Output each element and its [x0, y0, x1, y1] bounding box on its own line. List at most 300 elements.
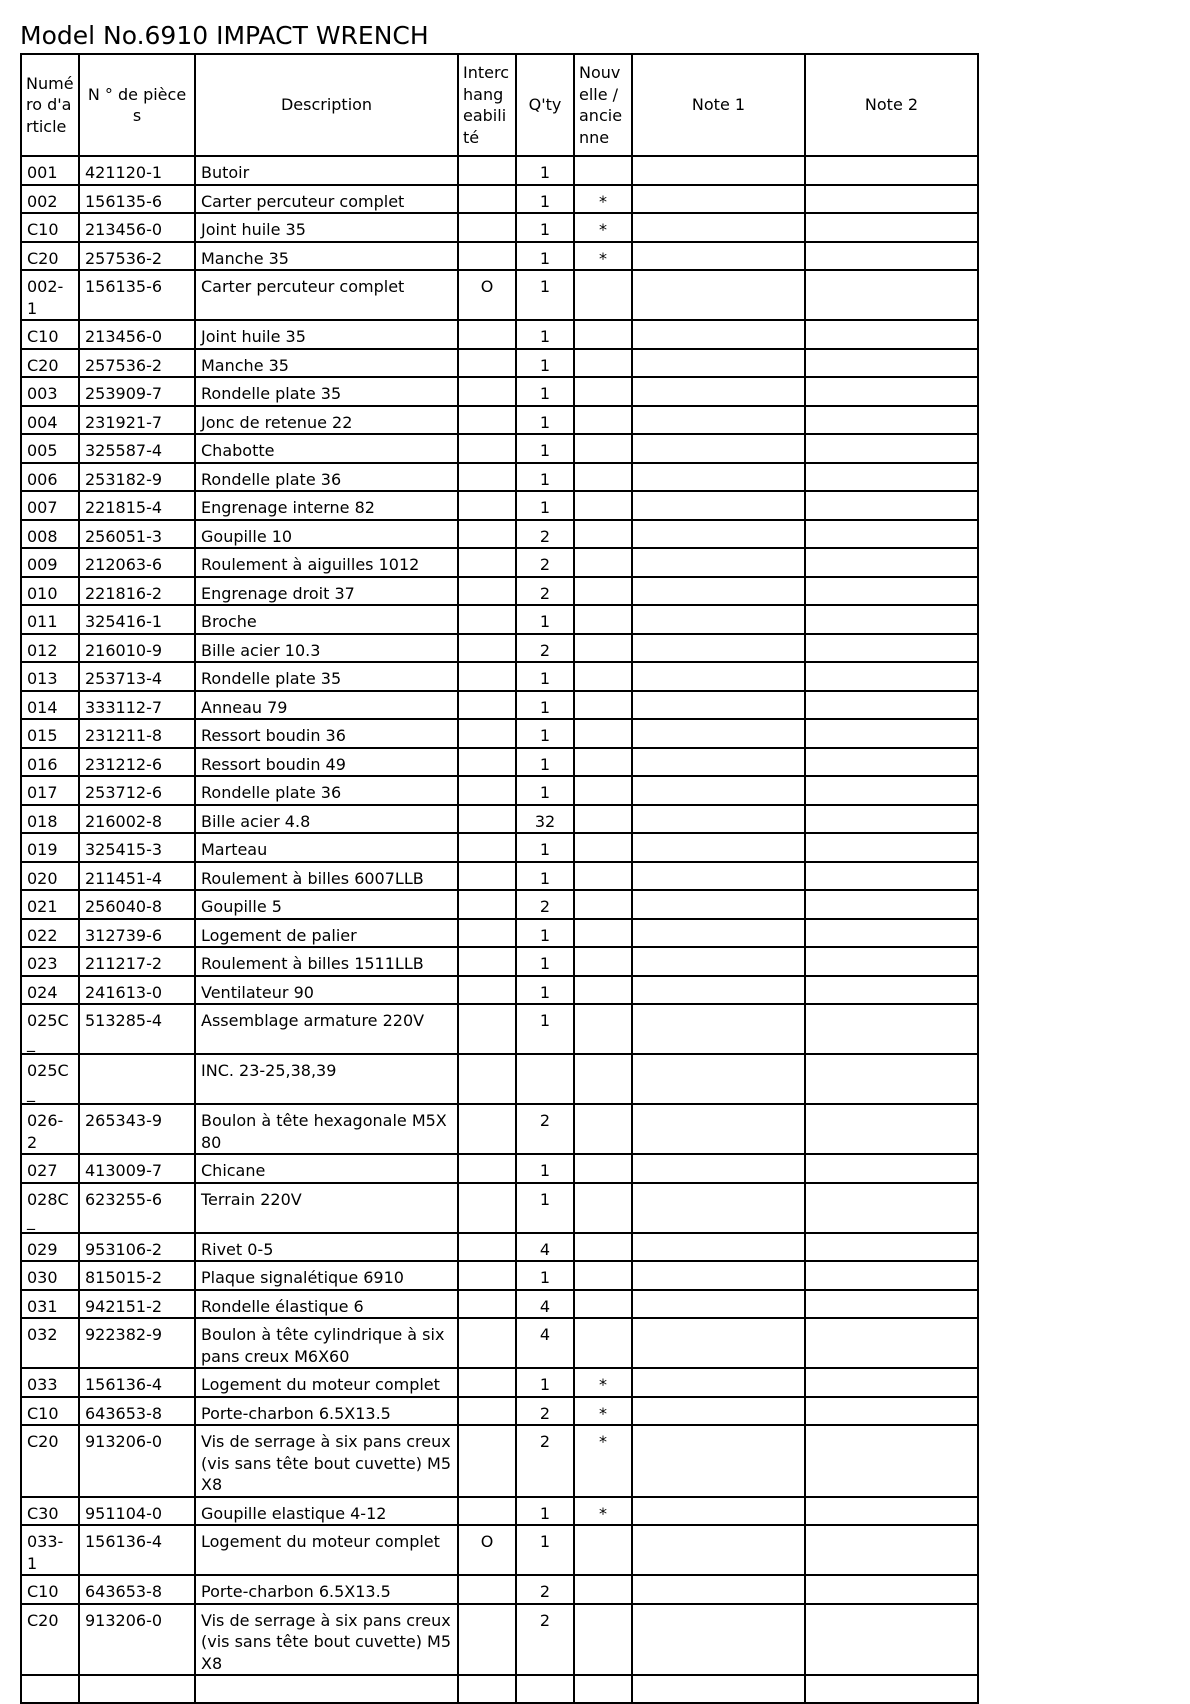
cell-note-2 — [805, 719, 978, 748]
cell-note-1 — [632, 719, 805, 748]
cell-new-old — [574, 1290, 632, 1319]
cell-note-2 — [805, 634, 978, 663]
cell-note-1 — [632, 1425, 805, 1497]
cell-note-2 — [805, 406, 978, 435]
cell-description: Rondelle plate 36 — [195, 776, 458, 805]
cell-note-2 — [805, 463, 978, 492]
cell-quantity — [516, 1675, 574, 1703]
cell-interchangeability — [458, 320, 516, 349]
cell-description: Chicane — [195, 1154, 458, 1183]
cell-part-number: 325415-3 — [79, 833, 195, 862]
cell-note-2 — [805, 947, 978, 976]
cell-part-number: 413009-7 — [79, 1154, 195, 1183]
cell-interchangeability — [458, 862, 516, 891]
cell-part-number: 216002-8 — [79, 805, 195, 834]
cell-description: Rondelle plate 35 — [195, 377, 458, 406]
table-row — [21, 691, 978, 720]
cell-quantity: 1 — [516, 662, 574, 691]
cell-quantity: 1 — [516, 719, 574, 748]
cell-item-number: 015 — [21, 719, 79, 748]
cell-note-1 — [632, 1104, 805, 1154]
table-row — [21, 463, 978, 492]
cell-part-number: 253182-9 — [79, 463, 195, 492]
cell-part-number: 231211-8 — [79, 719, 195, 748]
cell-note-2 — [805, 805, 978, 834]
cell-new-old — [574, 320, 632, 349]
cell-item-number: 010 — [21, 577, 79, 606]
cell-part-number — [79, 1675, 195, 1703]
cell-quantity: 1 — [516, 320, 574, 349]
cell-quantity: 1 — [516, 862, 574, 891]
cell-note-1 — [632, 577, 805, 606]
cell-description: Logement du moteur complet — [195, 1368, 458, 1397]
cell-part-number: 623255-6 — [79, 1183, 195, 1233]
cell-interchangeability — [458, 662, 516, 691]
table-row — [21, 1604, 978, 1676]
cell-new-old — [574, 748, 632, 777]
cell-note-1 — [632, 919, 805, 948]
cell-description: Boulon à tête hexagonale M5X80 — [195, 1104, 458, 1154]
cell-description: Manche 35 — [195, 242, 458, 271]
cell-new-old: * — [574, 242, 632, 271]
cell-new-old — [574, 406, 632, 435]
cell-part-number: 325416-1 — [79, 605, 195, 634]
cell-note-1 — [632, 634, 805, 663]
cell-part-number: 213456-0 — [79, 213, 195, 242]
cell-note-1 — [632, 1675, 805, 1703]
cell-new-old — [574, 947, 632, 976]
table-row — [21, 1290, 978, 1319]
cell-item-number: 024 — [21, 976, 79, 1005]
cell-new-old: * — [574, 1497, 632, 1526]
cell-item-number: 020 — [21, 862, 79, 891]
cell-interchangeability — [458, 976, 516, 1005]
cell-part-number: 333112-7 — [79, 691, 195, 720]
table-row — [21, 662, 978, 691]
cell-interchangeability — [458, 890, 516, 919]
cell-interchangeability — [458, 577, 516, 606]
cell-note-2 — [805, 1183, 978, 1233]
cell-note-2 — [805, 1497, 978, 1526]
cell-new-old — [574, 434, 632, 463]
table-row — [21, 1675, 978, 1703]
header-new-old: Nouvelle / ancienne — [574, 54, 632, 156]
cell-item-number: 021 — [21, 890, 79, 919]
cell-note-2 — [805, 491, 978, 520]
cell-new-old — [574, 833, 632, 862]
cell-item-number: 012 — [21, 634, 79, 663]
cell-note-2 — [805, 377, 978, 406]
cell-note-1 — [632, 1604, 805, 1676]
cell-note-2 — [805, 349, 978, 378]
cell-description: Plaque signalétique 6910 — [195, 1261, 458, 1290]
cell-interchangeability — [458, 1154, 516, 1183]
cell-interchangeability — [458, 349, 516, 378]
cell-part-number: 231921-7 — [79, 406, 195, 435]
cell-quantity: 1 — [516, 919, 574, 948]
cell-new-old — [574, 349, 632, 378]
cell-note-1 — [632, 776, 805, 805]
cell-description: Manche 35 — [195, 349, 458, 378]
cell-note-1 — [632, 156, 805, 185]
table-row — [21, 976, 978, 1005]
cell-item-number: C20 — [21, 1425, 79, 1497]
cell-interchangeability — [458, 1290, 516, 1319]
cell-interchangeability — [458, 520, 516, 549]
cell-note-1 — [632, 377, 805, 406]
cell-note-1 — [632, 1368, 805, 1397]
cell-note-2 — [805, 890, 978, 919]
cell-quantity: 4 — [516, 1318, 574, 1368]
cell-note-2 — [805, 1261, 978, 1290]
cell-interchangeability — [458, 1497, 516, 1526]
cell-interchangeability — [458, 947, 516, 976]
cell-item-number: 027 — [21, 1154, 79, 1183]
cell-item-number: 009 — [21, 548, 79, 577]
cell-interchangeability — [458, 491, 516, 520]
cell-note-2 — [805, 1425, 978, 1497]
cell-note-2 — [805, 691, 978, 720]
cell-interchangeability — [458, 719, 516, 748]
cell-description: Porte-charbon 6.5X13.5 — [195, 1397, 458, 1426]
cell-part-number: 953106-2 — [79, 1233, 195, 1262]
table-row — [21, 1261, 978, 1290]
cell-item-number: 026-2 — [21, 1104, 79, 1154]
cell-part-number: 257536-2 — [79, 242, 195, 271]
cell-item-number: 001 — [21, 156, 79, 185]
cell-new-old — [574, 1104, 632, 1154]
cell-note-1 — [632, 548, 805, 577]
cell-note-2 — [805, 976, 978, 1005]
cell-description: Joint huile 35 — [195, 213, 458, 242]
cell-note-1 — [632, 1261, 805, 1290]
cell-description: Ressort boudin 36 — [195, 719, 458, 748]
cell-quantity: 4 — [516, 1233, 574, 1262]
cell-item-number: C20 — [21, 349, 79, 378]
cell-interchangeability — [458, 833, 516, 862]
cell-note-1 — [632, 1290, 805, 1319]
cell-quantity: 2 — [516, 548, 574, 577]
table-row — [21, 270, 978, 320]
cell-note-2 — [805, 1604, 978, 1676]
cell-description: Butoir — [195, 156, 458, 185]
cell-description: Assemblage armature 220V — [195, 1004, 458, 1054]
cell-note-1 — [632, 1575, 805, 1604]
cell-note-1 — [632, 213, 805, 242]
cell-item-number: 013 — [21, 662, 79, 691]
cell-note-1 — [632, 833, 805, 862]
cell-item-number: 022 — [21, 919, 79, 948]
table-row — [21, 1104, 978, 1154]
cell-note-1 — [632, 1497, 805, 1526]
cell-item-number: 007 — [21, 491, 79, 520]
cell-item-number: C10 — [21, 1397, 79, 1426]
cell-part-number: 241613-0 — [79, 976, 195, 1005]
cell-item-number: 003 — [21, 377, 79, 406]
cell-item-number: 017 — [21, 776, 79, 805]
cell-item-number: 008 — [21, 520, 79, 549]
header-quantity: Q'ty — [516, 54, 574, 156]
cell-part-number: 951104-0 — [79, 1497, 195, 1526]
cell-quantity: 1 — [516, 1497, 574, 1526]
header-note-1: Note 1 — [632, 54, 805, 156]
table-row — [21, 833, 978, 862]
cell-note-2 — [805, 1575, 978, 1604]
cell-item-number: 029 — [21, 1233, 79, 1262]
table-row — [21, 577, 978, 606]
table-row — [21, 1497, 978, 1526]
cell-note-2 — [805, 270, 978, 320]
cell-quantity: 1 — [516, 1183, 574, 1233]
cell-note-2 — [805, 605, 978, 634]
cell-part-number: 221816-2 — [79, 577, 195, 606]
cell-note-2 — [805, 156, 978, 185]
cell-interchangeability — [458, 1318, 516, 1368]
cell-note-2 — [805, 862, 978, 891]
cell-item-number: 011 — [21, 605, 79, 634]
cell-new-old: * — [574, 213, 632, 242]
cell-note-2 — [805, 1104, 978, 1154]
cell-item-number: C30 — [21, 1497, 79, 1526]
cell-item-number: 019 — [21, 833, 79, 862]
cell-new-old — [574, 520, 632, 549]
cell-description: Roulement à billes 6007LLB — [195, 862, 458, 891]
cell-new-old — [574, 270, 632, 320]
table-row — [21, 805, 978, 834]
table-row — [21, 1397, 978, 1426]
table-row — [21, 320, 978, 349]
cell-interchangeability — [458, 406, 516, 435]
table-row — [21, 1004, 978, 1054]
cell-quantity: 1 — [516, 242, 574, 271]
cell-quantity: 1 — [516, 1525, 574, 1575]
cell-item-number: 005 — [21, 434, 79, 463]
cell-description: Logement de palier — [195, 919, 458, 948]
cell-description: Marteau — [195, 833, 458, 862]
table-header-row — [21, 54, 978, 156]
cell-item-number: 032 — [21, 1318, 79, 1368]
cell-item-number: 025C_ — [21, 1054, 79, 1104]
cell-part-number: 211451-4 — [79, 862, 195, 891]
cell-note-2 — [805, 748, 978, 777]
cell-note-1 — [632, 1154, 805, 1183]
cell-note-1 — [632, 862, 805, 891]
cell-item-number: C10 — [21, 320, 79, 349]
cell-quantity — [516, 1054, 574, 1104]
table-row — [21, 919, 978, 948]
cell-interchangeability — [458, 548, 516, 577]
cell-description: Roulement à billes 1511LLB — [195, 947, 458, 976]
cell-note-1 — [632, 270, 805, 320]
cell-quantity: 2 — [516, 634, 574, 663]
cell-note-2 — [805, 919, 978, 948]
cell-part-number: 156136-4 — [79, 1368, 195, 1397]
cell-part-number: 156135-6 — [79, 185, 195, 214]
cell-item-number: 025C_ — [21, 1004, 79, 1054]
cell-description: Ventilateur 90 — [195, 976, 458, 1005]
cell-description: Goupille elastique 4-12 — [195, 1497, 458, 1526]
cell-item-number: 004 — [21, 406, 79, 435]
cell-part-number: 513285-4 — [79, 1004, 195, 1054]
cell-part-number — [79, 1054, 195, 1104]
cell-new-old — [574, 976, 632, 1005]
cell-new-old — [574, 719, 632, 748]
cell-part-number: 942151-2 — [79, 1290, 195, 1319]
cell-note-1 — [632, 1318, 805, 1368]
cell-description: Logement du moteur complet — [195, 1525, 458, 1575]
cell-part-number: 213456-0 — [79, 320, 195, 349]
cell-quantity: 2 — [516, 890, 574, 919]
cell-part-number: 913206-0 — [79, 1604, 195, 1676]
cell-description: Bille acier 4.8 — [195, 805, 458, 834]
cell-new-old — [574, 691, 632, 720]
cell-item-number: C10 — [21, 1575, 79, 1604]
cell-note-2 — [805, 185, 978, 214]
cell-note-1 — [632, 805, 805, 834]
cell-new-old — [574, 377, 632, 406]
cell-description: Goupille 5 — [195, 890, 458, 919]
cell-item-number: 023 — [21, 947, 79, 976]
cell-description: Ressort boudin 49 — [195, 748, 458, 777]
cell-interchangeability — [458, 1261, 516, 1290]
table-row — [21, 1425, 978, 1497]
cell-note-1 — [632, 242, 805, 271]
cell-item-number: 028C_ — [21, 1183, 79, 1233]
table-row — [21, 349, 978, 378]
cell-part-number: 815015-2 — [79, 1261, 195, 1290]
cell-note-2 — [805, 577, 978, 606]
cell-note-1 — [632, 320, 805, 349]
cell-note-2 — [805, 662, 978, 691]
cell-interchangeability: O — [458, 1525, 516, 1575]
cell-item-number: 030 — [21, 1261, 79, 1290]
cell-quantity: 1 — [516, 491, 574, 520]
cell-note-1 — [632, 662, 805, 691]
cell-description: Porte-charbon 6.5X13.5 — [195, 1575, 458, 1604]
cell-item-number: 031 — [21, 1290, 79, 1319]
cell-new-old — [574, 634, 632, 663]
table-row — [21, 1575, 978, 1604]
cell-interchangeability — [458, 776, 516, 805]
cell-note-2 — [805, 1525, 978, 1575]
cell-part-number: 253712-6 — [79, 776, 195, 805]
cell-interchangeability — [458, 213, 516, 242]
cell-new-old — [574, 1004, 632, 1054]
cell-quantity: 1 — [516, 833, 574, 862]
cell-quantity: 2 — [516, 1425, 574, 1497]
cell-interchangeability — [458, 1675, 516, 1703]
cell-quantity: 2 — [516, 1397, 574, 1426]
cell-new-old: * — [574, 185, 632, 214]
cell-interchangeability — [458, 634, 516, 663]
cell-quantity: 2 — [516, 1104, 574, 1154]
cell-note-2 — [805, 213, 978, 242]
cell-part-number: 231212-6 — [79, 748, 195, 777]
cell-note-1 — [632, 406, 805, 435]
cell-interchangeability — [458, 805, 516, 834]
header-interchangeability: Interchangeabilité — [458, 54, 516, 156]
cell-note-2 — [805, 1318, 978, 1368]
cell-interchangeability — [458, 1183, 516, 1233]
cell-new-old — [574, 1575, 632, 1604]
cell-description: Broche — [195, 605, 458, 634]
cell-note-2 — [805, 1397, 978, 1426]
cell-part-number: 253909-7 — [79, 377, 195, 406]
table-row — [21, 1525, 978, 1575]
table-row — [21, 406, 978, 435]
cell-description: Carter percuteur complet — [195, 185, 458, 214]
cell-item-number: 033-1 — [21, 1525, 79, 1575]
cell-note-2 — [805, 242, 978, 271]
table-row — [21, 605, 978, 634]
cell-interchangeability — [458, 691, 516, 720]
cell-interchangeability — [458, 1575, 516, 1604]
cell-new-old — [574, 1604, 632, 1676]
cell-interchangeability — [458, 156, 516, 185]
cell-description: Joint huile 35 — [195, 320, 458, 349]
cell-note-1 — [632, 434, 805, 463]
cell-new-old — [574, 1675, 632, 1703]
cell-new-old — [574, 776, 632, 805]
table-row — [21, 377, 978, 406]
table-row — [21, 719, 978, 748]
cell-item-number: 006 — [21, 463, 79, 492]
cell-part-number: 212063-6 — [79, 548, 195, 577]
table-row — [21, 890, 978, 919]
cell-new-old: * — [574, 1425, 632, 1497]
cell-description: Rondelle plate 36 — [195, 463, 458, 492]
parts-table — [20, 53, 979, 1704]
cell-new-old: * — [574, 1368, 632, 1397]
cell-quantity: 1 — [516, 1154, 574, 1183]
cell-note-1 — [632, 976, 805, 1005]
cell-new-old — [574, 1525, 632, 1575]
table-row — [21, 748, 978, 777]
cell-description: Anneau 79 — [195, 691, 458, 720]
cell-note-2 — [805, 1368, 978, 1397]
cell-new-old — [574, 491, 632, 520]
cell-quantity: 32 — [516, 805, 574, 834]
cell-new-old — [574, 1261, 632, 1290]
cell-quantity: 1 — [516, 947, 574, 976]
cell-quantity: 1 — [516, 213, 574, 242]
cell-note-1 — [632, 1004, 805, 1054]
cell-interchangeability — [458, 377, 516, 406]
cell-interchangeability — [458, 1368, 516, 1397]
cell-note-2 — [805, 1233, 978, 1262]
cell-item-number: C10 — [21, 213, 79, 242]
table-body — [21, 156, 978, 1703]
cell-note-2 — [805, 1054, 978, 1104]
table-row — [21, 520, 978, 549]
header-part-number: N ° de pièces — [79, 54, 195, 156]
cell-item-number: 033 — [21, 1368, 79, 1397]
table-row — [21, 862, 978, 891]
cell-part-number: 312739-6 — [79, 919, 195, 948]
cell-item-number: 016 — [21, 748, 79, 777]
cell-quantity: 1 — [516, 434, 574, 463]
cell-interchangeability — [458, 1604, 516, 1676]
cell-description: Rivet 0-5 — [195, 1233, 458, 1262]
cell-new-old — [574, 548, 632, 577]
cell-new-old — [574, 662, 632, 691]
cell-part-number: 211217-2 — [79, 947, 195, 976]
cell-new-old — [574, 156, 632, 185]
cell-quantity: 1 — [516, 185, 574, 214]
cell-new-old — [574, 463, 632, 492]
cell-part-number: 643653-8 — [79, 1397, 195, 1426]
cell-new-old — [574, 862, 632, 891]
